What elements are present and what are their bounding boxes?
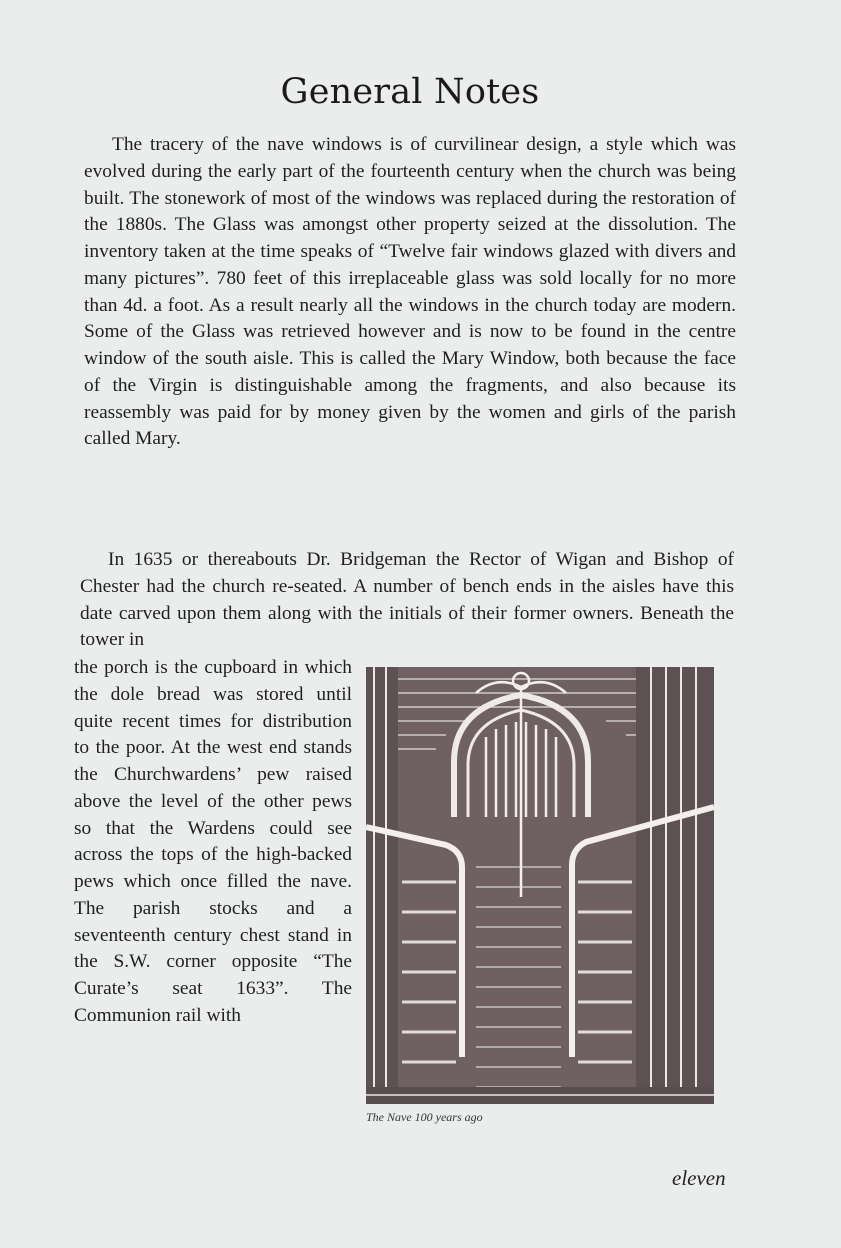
page-number: eleven	[672, 1166, 726, 1190]
paragraph-porch-pews: the porch is the cupboard in which the dole bread was stored until quite recent times for distribution to the poor. At the west end stands the Churchwardens’ pew raised above the level of the other pews so that the Wardens could see across the tops of the high-backed pews which once filled the nave. The parish stocks and a seventeenth century chest stand in the S.W. corner opposite “The Curate’s seat 1633”. The Communion rail with	[74, 657, 352, 1026]
paragraph-reseating: In 1635 or thereabouts Dr. Bridgeman the Rector of Wigan and Bishop of Chester had the church re-seated. A number of bench ends in the aisles have this date carved upon them along with the initials of their former owners. Beneath the tower in	[80, 549, 734, 651]
nave-engraving-image	[366, 667, 714, 1104]
nave-figure	[366, 667, 714, 1125]
figure-caption: The Nave 100 years ago	[366, 1110, 483, 1124]
page-title: General Notes	[280, 72, 540, 112]
paragraph-nave-windows: The tracery of the nave windows is of curvilinear design, a style which was evolved during the early part of the fourteenth century when the church was being built. The stonework of most of the windows was replaced during the restoration of the 1880s. The Glass was amongst other property seized at the dissolution. The inventory taken at the time speaks of “Twelve fair windows glazed with divers and many pictures”. 780 feet of this irreplaceable glass was sold locally for no more than 4d. a foot. As a result nearly all the windows in the church today are modern. Some of the Glass was retrieved however and is now to be found in the centre window of the south aisle. This is called the Mary Window, both because the face of the Virgin is distinguishable among the fragments, and also because its reassembly was paid for by money given by the women and girls of the parish called Mary.	[84, 134, 736, 450]
